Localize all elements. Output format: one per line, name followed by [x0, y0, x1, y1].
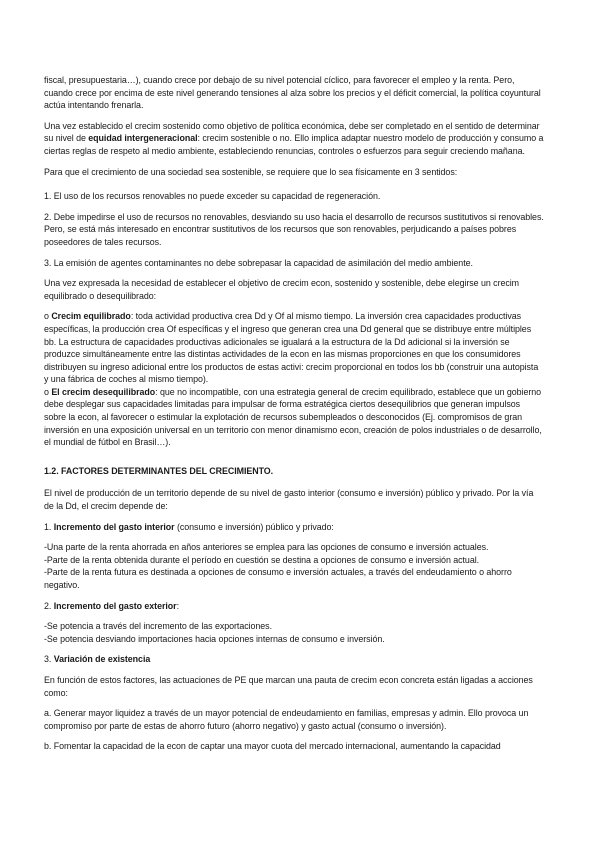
bold-term-existencia: Variación de existencia [53, 654, 151, 665]
text-run: : toda actividad productiva crea Dd y Of al mismo tiempo. La inversión crea capacidades productivas específicas, la producción crea Of específicas y el ingreso que generan crea una Dd general que se distribuye entre múltiples bb. La estructura de capacidades productivas adicionales se igualará a la estructura de la Dd adicional si la inversión se produzce simultáneamente entre las distintas actividades de la econ en las mismas proporciones en que los consumidores distribuyen su ingreso adicional entre los productos de estas activi: crecim proporcional en todos los bb (construir una autopista y una fábrica de coches al mismo tiempo). [44, 311, 539, 385]
list-item: -Se potencia desviando importaciones hacia opciones internas de consumo e inversión. [44, 633, 385, 644]
list-item: -Parte de la renta obtenida durante el período en cuestión se destina a opciones de consumo e inversión actual. [44, 554, 480, 565]
factor-2-list [44, 620, 544, 645]
list-item: -Parte de la renta futura es destinada a opciones de consumo e inversión actuales, a través del endeudamiento o ahorro negativo. [44, 567, 512, 590]
paragraph-crecim-equilibrado [44, 310, 544, 386]
action-item-b: b. Fomentar la capacidad de la econ de captar una mayor cuota del mercado internacional, aumentando la capacidad [44, 741, 501, 752]
bold-term-equilibrado: Crecim equilibrado [51, 311, 131, 322]
text-run: 1. [44, 521, 54, 532]
text-run: : que no incompatible, con una estrategia general de crecim equilibrado, establece que un gobierno debe desplegar sus capacidades limitadas para impulsar de forma estratégica ciertos desequilibrios que generan impulsos sobre la econ, al favorecer o estimular la explotación de recursos subempleados o desconocidos (Ej. compromisos de gran inversión en una exposición universal en un territorio con menor dinamismo econ, creación de polos industriales o de desarrollo, el mundial de fútbol en Brasil…). [44, 386, 542, 448]
list-item-3: 3. La emisión de agentes contaminantes no debe sobrepasar la capacidad de asimilación del medio ambiente. [44, 257, 473, 268]
paragraph-nivel-produccion: El nivel de producción de un territorio depende de su nivel de gasto interior (consumo e inversión) público y privado. Por la vía de la Dd, el crecim depende de: [44, 488, 534, 512]
text-run: 3. [44, 654, 54, 665]
paragraph-equilibrado-intro: Una vez expresada la necesidad de establecer el objetivo de crecim econ, sostenido y sostenible, debe elegirse un crecim equilibrado o desequilibrado: [44, 278, 520, 301]
list-item: -Una parte de la renta ahorrada en años anteriores se emplea para las opciones de consumo e inversión actuales. [44, 542, 489, 553]
factor-1-title [44, 521, 544, 534]
factor-2-title [44, 600, 544, 613]
bold-term-equidad: equidad intergeneracional [88, 133, 198, 144]
paragraph-crecim-desequilibrado [44, 386, 544, 449]
text-run: Una vez establecido el crecim sostenido como objetivo de política económica, debe ser completado en el sentido de determinar su nivel de [44, 120, 540, 144]
bold-term-desequilibrado: El crecim desequilibrado [51, 386, 156, 397]
paragraph-equidad [44, 120, 544, 158]
paragraph-fiscal: fiscal, presupuestaria…), cuando crece por debajo de su nivel potencial cíclico, para favorecer el empleo y la renta. Pero, cuando crece por encima de este nivel generando tensiones al alza sobre los precios y el déficit comercial, la política coyuntural actúa intentando frenarla. [44, 75, 541, 111]
paragraph-actuaciones: En función de estos factores, las actuaciones de PE que marcan una pauta de crecim econ concreta están ligadas a acciones como: [44, 674, 533, 698]
bold-term-gasto-exterior: Incremento del gasto exterior [53, 600, 177, 611]
text-run: (consumo e inversión) público y privado: [174, 521, 334, 532]
list-item-1: 1. El uso de los recursos renovables no puede exceder su capacidad de regeneración. [44, 191, 381, 202]
action-item-a: a. Generar mayor liquidez a través de un mayor potencial de endeudamiento en familias, empresas y admin. Ello provoca un compromiso por parte de estas de ahorro futuro (ahorro negativo) y gasto actual (consumo o inversión). [44, 708, 529, 731]
bullet-marker: o [44, 386, 52, 397]
text-run: : crecim sostenible o no. Ello implica adaptar nuestro modelo de producción y consumo a ciertas reglas de respeto al medio ambiente, estableciendo renuncias, controles o esfuerzos para seguir creciendo mañana. [44, 133, 544, 156]
paragraph-sostenible-intro: Para que el crecimiento de una sociedad sea sostenible, se requiere que lo sea físicamente en 3 sentidos: [44, 166, 458, 177]
bold-term-gasto-interior: Incremento del gasto interior [53, 521, 175, 532]
bullet-marker: o [44, 311, 52, 322]
factor-3-title [44, 653, 544, 666]
factor-1-list [44, 541, 544, 591]
section-heading: 1.2. FACTORES DETERMINANTES DEL CRECIMIENTO. [44, 465, 274, 476]
text-run: : [176, 600, 179, 611]
text-run: 2. [44, 600, 54, 611]
list-item: -Se potencia a través del incremento de las exportaciones. [44, 621, 272, 632]
list-item-2: 2. Debe impedirse el uso de recursos no renovables, desviando su uso hacia el desarrollo de recursos sustitutivos si renovables. Pero, se está más interesado en encontrar sustitutivos de los recursos que son renovables, perjudicando a países pobres poseedores de tales recursos. [44, 211, 544, 247]
